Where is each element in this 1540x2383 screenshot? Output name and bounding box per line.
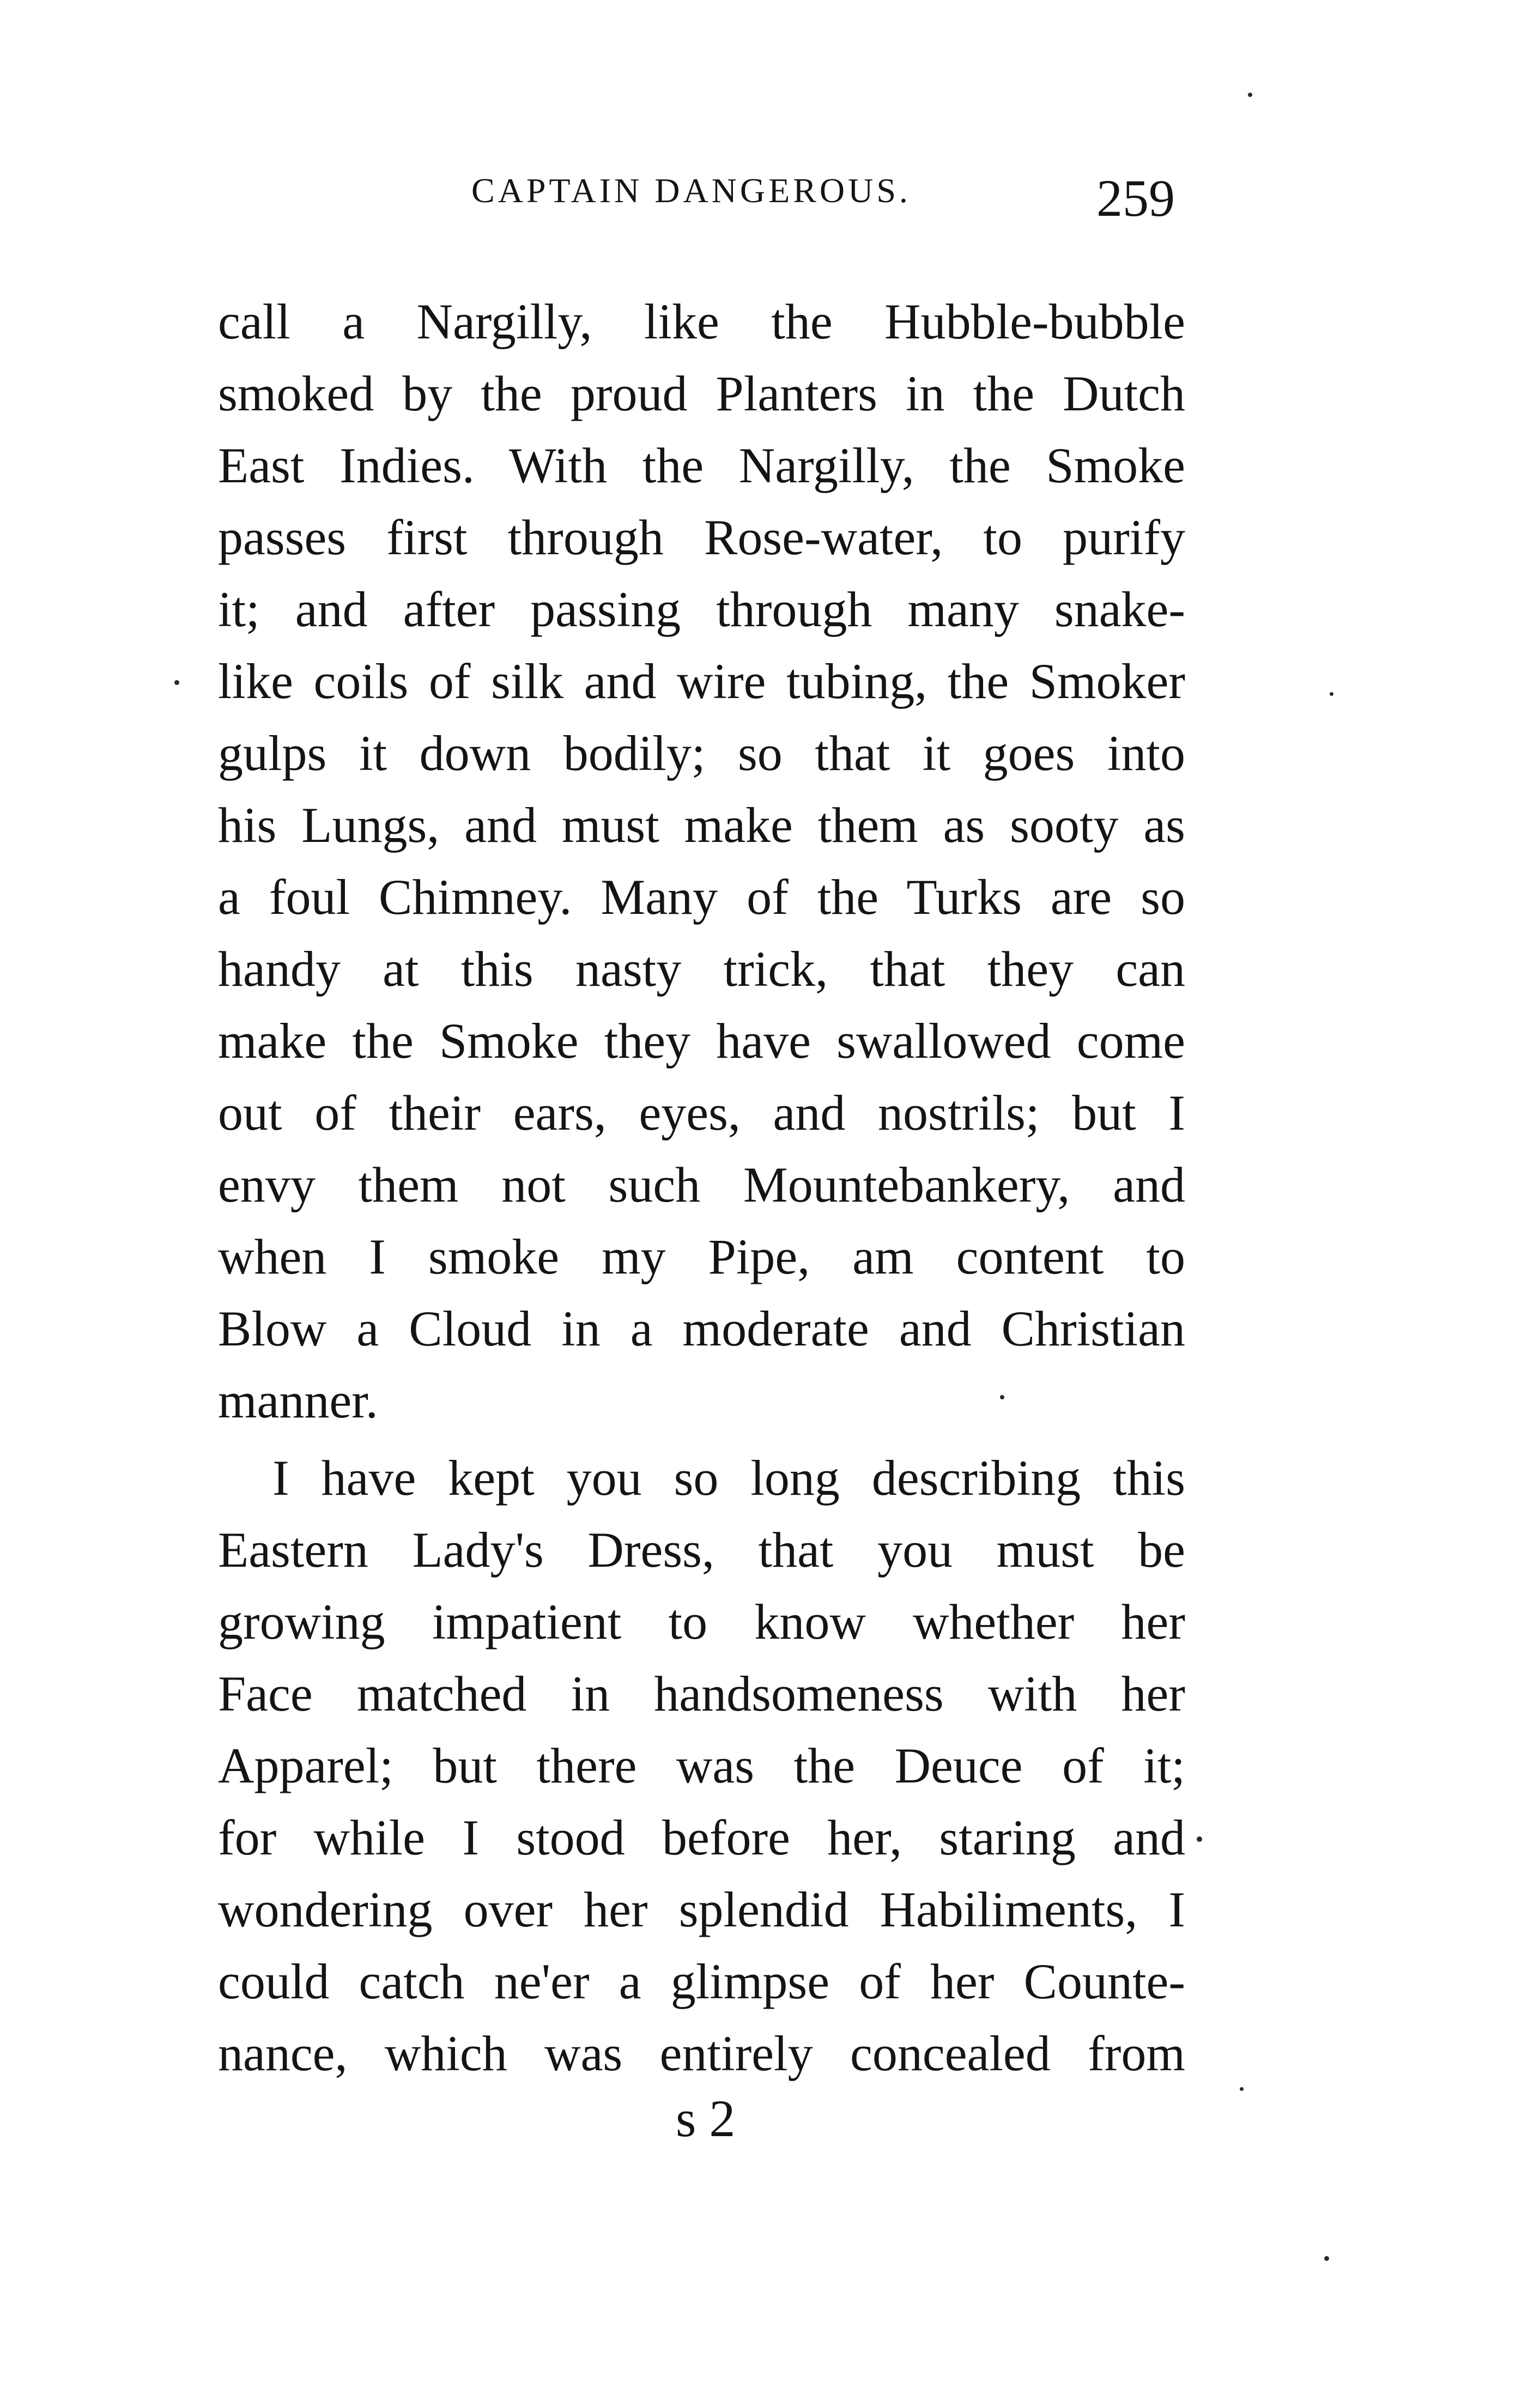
text-line: I have kept you so long describing this (272, 1450, 1185, 1506)
text-line: envy them not such Mountebankery, and (218, 1157, 1185, 1212)
text-line: nance, which was entirely concealed from (218, 2026, 1185, 2081)
text-line: Face matched in handsomeness with her (218, 1666, 1185, 1721)
text-line: call a Nargilly, like the Hubble-bubble (218, 294, 1185, 349)
ink-speck (174, 680, 179, 685)
text-line: out of their ears, eyes, and nostrils; but I (218, 1085, 1185, 1141)
text-line: East Indies. With the Nargilly, the Smoke (218, 438, 1185, 493)
running-header-title: CAPTAIN DANGEROUS. (471, 171, 911, 210)
text-line: a foul Chimney. Many of the Turks are so (218, 869, 1185, 925)
text-line: gulps it down bodily; so that it goes into (218, 725, 1185, 781)
ink-speck (1248, 93, 1252, 97)
text-line: wondering over her splendid Habiliments, I (218, 1882, 1185, 1937)
text-line: could catch ne'er a glimpse of her Counte- (218, 1954, 1185, 2009)
page-number: 259 (1096, 169, 1175, 227)
ink-speck (1000, 1395, 1004, 1399)
text-line: Eastern Lady's Dress, that you must be (218, 1522, 1185, 1578)
ink-speck (1330, 692, 1333, 696)
text-line: handy at this nasty trick, that they can (218, 941, 1185, 997)
text-line: like coils of silk and wire tubing, the Smoker (218, 653, 1185, 709)
text-line: his Lungs, and must make them as sooty as (218, 797, 1185, 853)
text-line: it; and after passing through many snake- (218, 581, 1185, 637)
ink-speck (1324, 2256, 1329, 2261)
text-line: Blow a Cloud in a moderate and Christian (218, 1301, 1185, 1356)
text-line: smoked by the proud Planters in the Dutch (218, 366, 1185, 421)
text-line: growing impatient to know whether her (218, 1594, 1185, 1650)
text-line: for while I stood before her, staring and (218, 1810, 1185, 1865)
text-line: passes first through Rose-water, to purify (218, 510, 1185, 565)
signature-mark: s 2 (676, 2089, 736, 2148)
text-line: make the Smoke they have swallowed come (218, 1013, 1185, 1069)
text-line: Apparel; but there was the Deuce of it; (218, 1738, 1185, 1793)
ink-speck (1240, 2087, 1244, 2091)
ink-speck (1197, 1836, 1202, 1842)
text-line: when I smoke my Pipe, am content to (218, 1229, 1185, 1284)
text-line: manner. (218, 1373, 378, 1428)
